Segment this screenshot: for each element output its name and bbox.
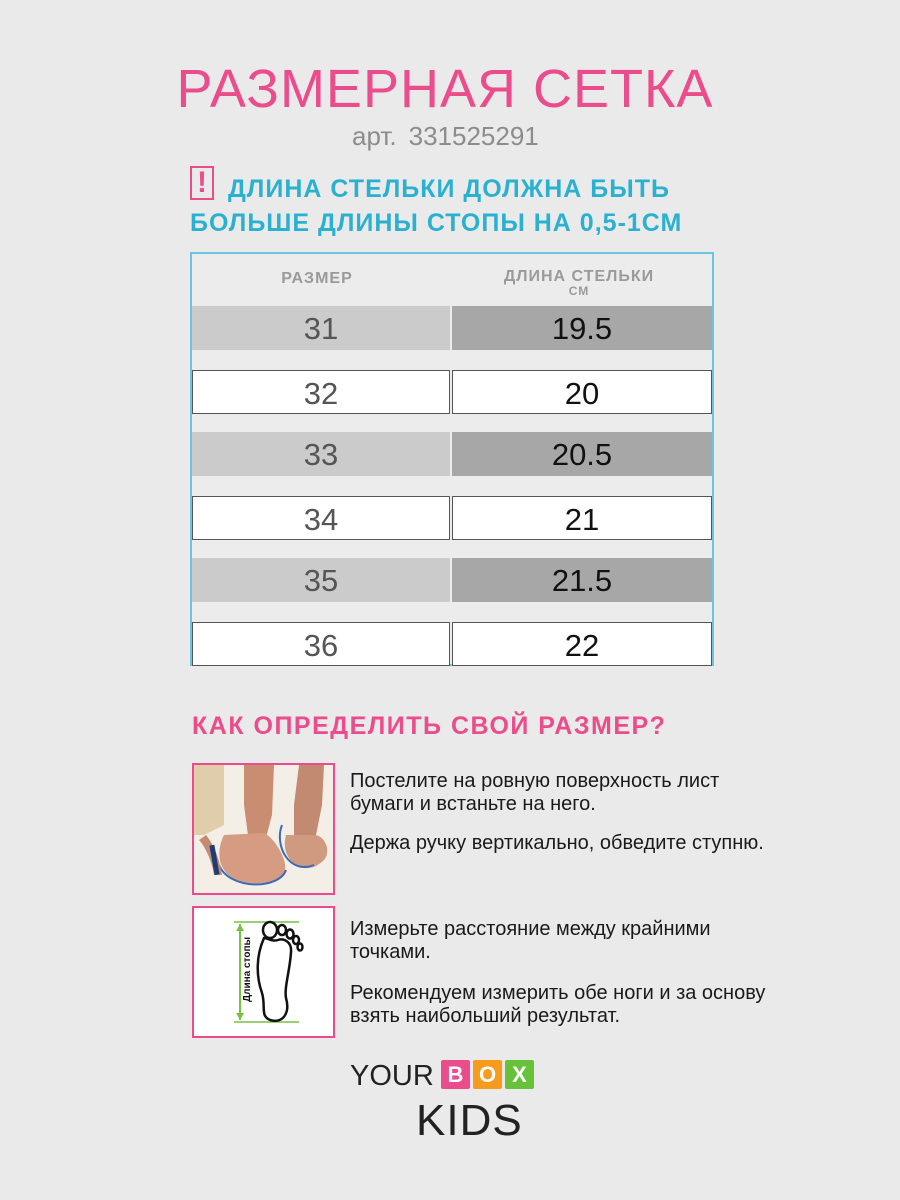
length-cell: 21 <box>452 496 712 540</box>
length-header <box>454 270 704 298</box>
article-label: арт. <box>352 121 397 151</box>
size-table <box>190 252 714 666</box>
tracing-foot-photo <box>192 763 335 895</box>
logo-letter-b: B <box>441 1060 470 1089</box>
warning-line-1: ДЛИНА СТЕЛЬКИ ДОЛЖНА БЫТЬ <box>228 175 670 203</box>
size-cell: 35 <box>192 558 450 602</box>
warning-line-2: БОЛЬШЕ ДЛИНЫ СТОПЫ НА 0,5-1СМ <box>190 209 683 237</box>
foot-outline-icon <box>194 908 333 1036</box>
size-cell: 34 <box>192 496 450 540</box>
size-header: РАЗМЕР <box>281 270 353 287</box>
logo-your: YOUR <box>350 1060 434 1092</box>
table-row <box>192 496 712 540</box>
tracing-foot-illustration <box>194 765 333 893</box>
logo-letter-o: O <box>473 1060 502 1089</box>
size-cell: 31 <box>192 306 450 350</box>
logo-kids: KIDS <box>416 1096 523 1145</box>
table-row <box>192 622 712 666</box>
howto-title: КАК ОПРЕДЕЛИТЬ СВОЙ РАЗМЕР? <box>192 712 667 740</box>
step-2-text: Держа ручку вертикально, обведите ступню. <box>350 832 764 854</box>
step-1-text: Постелите на ровную поверхность лист бумаги и встаньте на него. <box>350 770 720 815</box>
step-3-text: Измерьте расстояние между крайними точками. <box>350 918 711 963</box>
table-row <box>192 558 712 602</box>
foot-length-diagram <box>192 906 335 1038</box>
table-row <box>192 370 712 414</box>
insole-warning <box>190 172 710 240</box>
length-cell: 21.5 <box>452 558 712 602</box>
logo-letter-x: X <box>505 1060 534 1089</box>
size-cell: 33 <box>192 432 450 476</box>
length-cell: 19.5 <box>452 306 712 350</box>
foot-length-label: Длина стопы <box>242 936 253 1002</box>
table-row <box>192 306 712 350</box>
length-header-unit: СМ <box>568 284 590 298</box>
length-cell: 20.5 <box>452 432 712 476</box>
article-line <box>352 121 539 152</box>
exclamation-icon: ! <box>190 166 214 200</box>
length-header-label: ДЛИНА СТЕЛЬКИ <box>503 268 655 285</box>
step-4-text: Рекомендуем измерить обе ноги и за основу взять наибольший результат. <box>350 982 766 1027</box>
article-number: 331525291 <box>408 121 539 151</box>
table-row <box>192 432 712 476</box>
page-title: РАЗМЕРНАЯ СЕТКА <box>176 59 714 119</box>
size-cell: 32 <box>192 370 450 414</box>
length-cell: 20 <box>452 370 712 414</box>
size-cell: 36 <box>192 622 450 666</box>
length-cell: 22 <box>452 622 712 666</box>
